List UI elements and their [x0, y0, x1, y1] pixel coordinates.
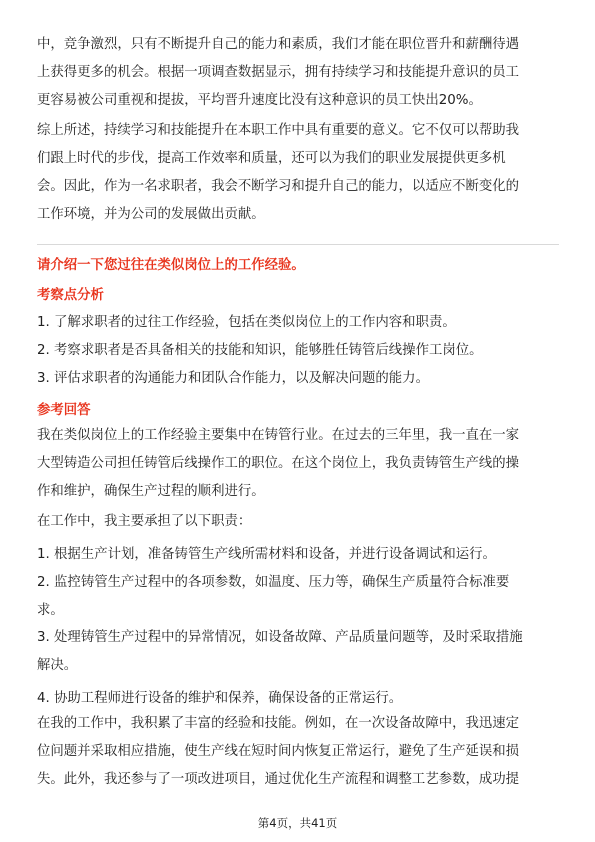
answer-line: 作和维护，确保生产过程的顺利进行。 — [37, 484, 265, 499]
duty-line: 解决。 — [37, 658, 78, 673]
conclusion-line: 综上所述，持续学习和技能提升在本职工作中具有重要的意义。它不仅可以帮助我 — [37, 123, 520, 138]
answer-paragraph-3 — [37, 710, 559, 794]
answer-line: 我在类似岗位上的工作经验主要集中在铸管行业。在过去的三年里，我一直在一家 — [37, 428, 520, 443]
intro-line: 更容易被公司重视和提拔，平均晋升速度比没有这种意识的员工快出20%。 — [37, 93, 482, 108]
page-number: 第4页，共41页 — [257, 816, 338, 830]
answer-paragraph-2: 在工作中，我主要承担了以下职责： — [37, 514, 252, 529]
duty-item-2 — [37, 569, 559, 625]
duty-item-3 — [37, 624, 559, 680]
duty-line: 求。 — [37, 603, 64, 618]
intro-paragraph — [37, 31, 559, 115]
analysis-heading: 考察点分析 — [37, 288, 104, 303]
duty-line: 2. 监控铸管生产过程中的各项参数，如温度、压力等，确保生产质量符合标准要 — [37, 575, 510, 590]
analysis-item: 2. 考察求职者是否具备相关的技能和知识，能够胜任铸管后线操作工岗位。 — [37, 343, 483, 358]
analysis-item: 1. 了解求职者的过往工作经验，包括在类似岗位上的工作内容和职责。 — [37, 315, 456, 330]
conclusion-line: 工作环境，并为公司的发展做出贡献。 — [37, 207, 265, 222]
duty-item-1: 1. 根据生产计划，准备铸管生产线所需材料和设备，并进行设备调试和运行。 — [37, 547, 496, 562]
answer-line: 失。此外，我还参与了一项改进项目，通过优化生产流程和调整工艺参数，成功提 — [37, 772, 520, 787]
duty-line: 3. 处理铸管生产过程中的异常情况，如设备故障、产品质量问题等，及时采取措施 — [37, 630, 523, 645]
duty-item-4: 4. 协助工程师进行设备的维护和保养，确保设备的正常运行。 — [37, 691, 403, 706]
answer-line: 位问题并采取相应措施，使生产线在短时间内恢复正常运行，避免了生产延误和损 — [37, 744, 520, 759]
answer-line: 大型铸造公司担任铸管后线操作工的职位。在这个岗位上，我负责铸管生产线的操 — [37, 456, 520, 471]
section-divider — [37, 244, 559, 245]
answer-paragraph-1 — [37, 422, 559, 506]
interview-question: 请介绍一下您过往在类似岗位上的工作经验。 — [37, 258, 305, 273]
answer-line: 在我的工作中，我积累了丰富的经验和技能。例如，在一次设备故障中，我迅速定 — [37, 716, 520, 731]
answer-heading: 参考回答 — [37, 403, 91, 418]
intro-line: 中，竞争激烈，只有不断提升自己的能力和素质，我们才能在职位晋升和薪酬待遇 — [37, 37, 520, 52]
analysis-item: 3. 评估求职者的沟通能力和团队合作能力，以及解决问题的能力。 — [37, 371, 429, 386]
conclusion-line: 们跟上时代的步伐，提高工作效率和质量，还可以为我们的职业发展提供更多机 — [37, 151, 506, 166]
conclusion-paragraph — [37, 117, 559, 229]
conclusion-line: 会。因此，作为一名求职者，我会不断学习和提升自己的能力，以适应不断变化的 — [37, 179, 520, 194]
intro-line: 上获得更多的机会。根据一项调查数据显示，拥有持续学习和技能提升意识的员工 — [37, 65, 520, 80]
